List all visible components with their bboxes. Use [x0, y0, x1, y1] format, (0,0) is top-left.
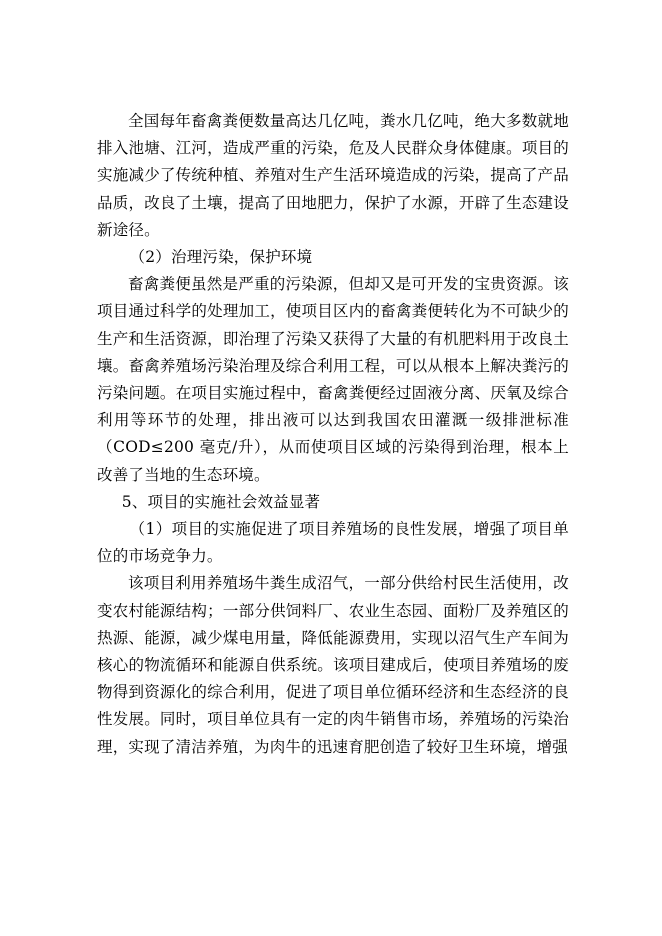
- section-heading-social-benefits: 5、项目的实施社会效益显著: [121, 492, 321, 511]
- paragraph-intro: 全国每年畜禽粪便数量高达几亿吨，粪水几亿吨，绝大多数就地排入池塘、江河，造成严重的污染，危及人民群众身体健康。项目的实施减少了传统种植、养殖对生产生活环境造成的污染，提高了产品品质，改良了土壤，提高了田地肥力，保护了水源，开辟了生态建设新途径。: [97, 112, 569, 239]
- document-page: [97, 108, 569, 761]
- paragraph-biogas: 该项目利用养殖场牛粪生成沼气，一部分供给村民生活使用，改变农村能源结构；一部分供饲料厂、农业生态园、面粉厂及养殖区的热源、能源，减少煤电用量，降低能源费用，实现以沼气生产车间为核心的物流循环和能源自供系统。该项目建成后，使项目养殖场的废物得到资源化的综合利用，促进了项目单位循环经济和生态经济的良性发展。同时，项目单位具有一定的肉牛销售市场，养殖场的污染治理，实现了清洁养殖，为肉牛的迅速育肥创造了较好卫生环境，增强: [97, 574, 569, 756]
- paragraph-pollution-control: 畜禽粪便虽然是严重的污染源，但却又是可开发的宝贵资源。该项目通过科学的处理加工，使项目区内的畜禽粪便转化为不可缺少的生产和生活资源，即治理了污染又获得了大量的有机肥料用于改良土壤。畜禽养殖场污染治理及综合利用工程，可以从根本上解决粪污的污染问题。在项目实施过程中，畜禽粪便经过固液分离、厌氧及综合利用等环节的处理，排出液可以达到我国农田灌溉一级排泄标准（COD≤200 毫克/升），从而使项目区域的污染得到治理，根本上改善了当地的生态环境。: [97, 275, 569, 484]
- subheading-pollution-control: （2）治理污染，保护环境: [129, 248, 313, 267]
- subheading-competitiveness: （1）项目的实施促进了项目养殖场的良性发展，增强了项目单位的市场竞争力。: [97, 520, 569, 566]
